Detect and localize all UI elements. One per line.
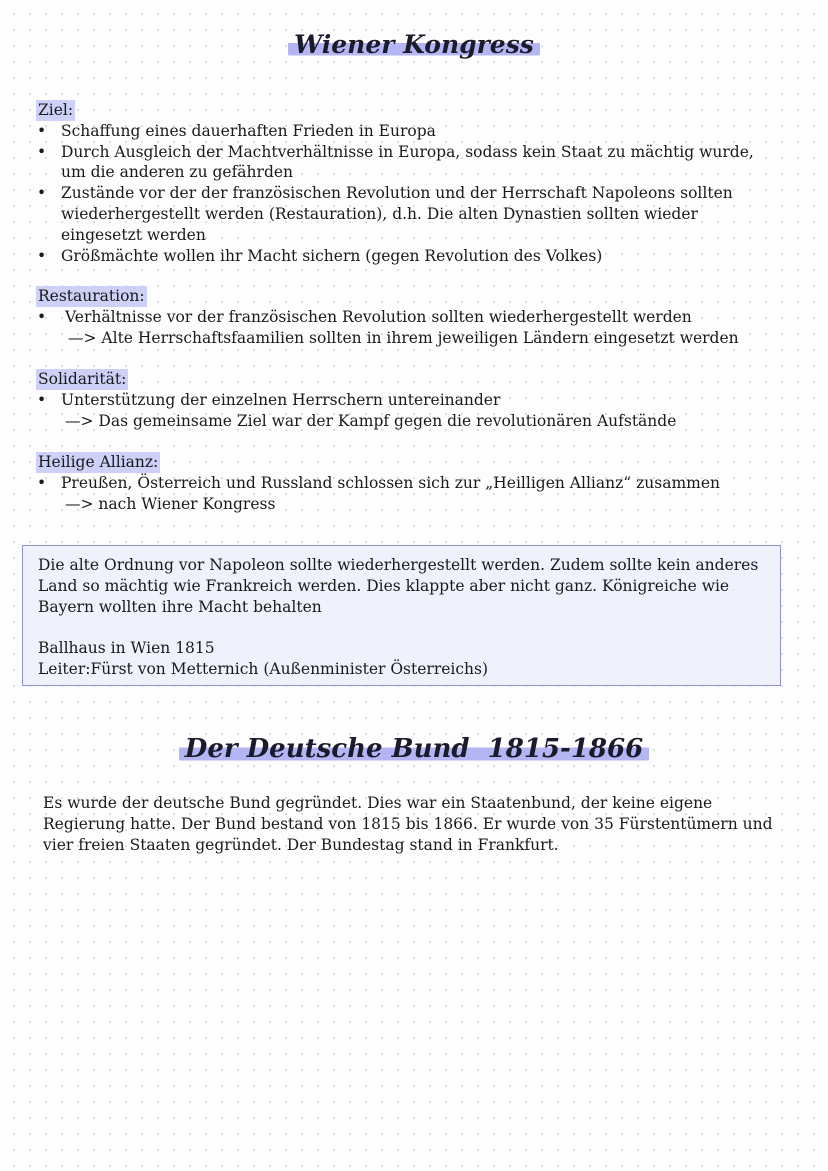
list-item-line: Preußen, Österreich und Russland schlossen sich zur „Heilligen Allianz“ zusammen xyxy=(61,473,721,492)
list-item-line: Größmächte wollen ihr Macht sichern (gegen Revolution des Volkes) xyxy=(61,246,603,265)
solidaritaet-heading: Solidarität: xyxy=(38,370,127,388)
list-item: • Zustände vor der der französischen Revolution und der Herrschaft Napoleons sollten wiederhergestellt werden (Restauration), d.h. Die alten Dynastien sollten wieder eingesetzt werden xyxy=(37,183,807,245)
summary-box xyxy=(22,545,781,686)
list-item-line: Verhältnisse vor der französischen Revolution sollten wiederhergestellt werden xyxy=(65,307,692,326)
list-item: • Unterstützung der einzelnen Herrschern untereinander xyxy=(37,390,807,411)
deutscher-bund-paragraph xyxy=(43,793,803,855)
summary-line: Land so mächtig wie Frankreich werden. Dies klappte aber nicht ganz. Königreiche wie xyxy=(38,576,730,595)
list-item-line: wiederhergestellt werden (Restauration), d.h. Die alten Dynastien sollten wieder xyxy=(61,204,698,223)
paragraph-line: Es wurde der deutsche Bund gegründet. Dies war ein Staatenbund, der keine eigene xyxy=(43,794,713,812)
section-title-deutscher-bund xyxy=(0,734,828,764)
allianz-heading: Heilige Allianz: xyxy=(38,453,159,471)
list-item: • Preußen, Österreich und Russland schlossen sich zur „Heilligen Allianz“ zusammen xyxy=(37,473,807,494)
list-item-line: um die anderen zu gefährden xyxy=(61,163,294,182)
list-item: • Verhältnisse vor der französischen Revolution sollten wiederhergestellt werden xyxy=(37,307,807,328)
list-item-line: eingesetzt werden xyxy=(61,225,206,244)
summary-place: Ballhaus in Wien 1815 xyxy=(38,639,215,658)
section-heilige-allianz xyxy=(37,452,807,514)
page-title-text: Wiener Kongress xyxy=(288,30,540,59)
allianz-arrow-note: —> nach Wiener Kongress xyxy=(65,494,276,513)
restauration-list xyxy=(37,307,807,328)
page-title xyxy=(0,30,828,60)
summary-leader: Leiter:Fürst von Metternich (Außenminister Österreichs) xyxy=(38,659,489,678)
paragraph-line: vier freien Staaten gegründet. Der Bundestag stand in Frankfurt. xyxy=(43,835,559,854)
solidaritaet-arrow-note: —> Das gemeinsame Ziel war der Kampf gegen die revolutionären Aufstände xyxy=(65,411,677,430)
section-ziel xyxy=(37,100,807,266)
paragraph-line: Regierung hatte. Der Bund bestand von 1815 bis 1866. Er wurde von 35 Fürstentümern und xyxy=(43,814,773,833)
ziel-heading: Ziel: xyxy=(38,101,74,119)
solidaritaet-list xyxy=(37,390,807,411)
list-item-line: Zustände vor der der französischen Revolution und der Herrschaft Napoleons sollten xyxy=(61,184,733,203)
summary-line: Bayern wollten ihre Macht behalten xyxy=(38,597,322,616)
section-restauration xyxy=(37,286,807,348)
allianz-list xyxy=(37,473,807,494)
list-item-line: Durch Ausgleich der Machtverhältnisse in Europa, sodass kein Staat zu mächtig wurde, xyxy=(61,142,754,161)
list-item: • Durch Ausgleich der Machtverhältnisse in Europa, sodass kein Staat zu mächtig wurde, um die anderen zu gefährden xyxy=(37,142,807,184)
list-item-line: Schaffung eines dauerhaften Frieden in Europa xyxy=(61,121,436,140)
section-title-text: Der Deutsche Bund 1815-1866 xyxy=(179,734,649,764)
list-item-line: Unterstützung der einzelnen Herrschern untereinander xyxy=(61,390,501,409)
list-item: • Schaffung eines dauerhaften Frieden in Europa xyxy=(37,121,807,142)
restauration-arrow-note: —> Alte Herrschaftsfaamilien sollten in ihrem jeweiligen Ländern eingesetzt werden xyxy=(68,328,739,347)
restauration-heading: Restauration: xyxy=(38,287,145,305)
section-solidaritaet xyxy=(37,369,807,431)
ziel-list xyxy=(37,121,807,267)
list-item: • Größmächte wollen ihr Macht sichern (gegen Revolution des Volkes) xyxy=(37,246,807,267)
summary-line: Die alte Ordnung vor Napoleon sollte wiederhergestellt werden. Zudem sollte kein anderes xyxy=(38,556,759,574)
